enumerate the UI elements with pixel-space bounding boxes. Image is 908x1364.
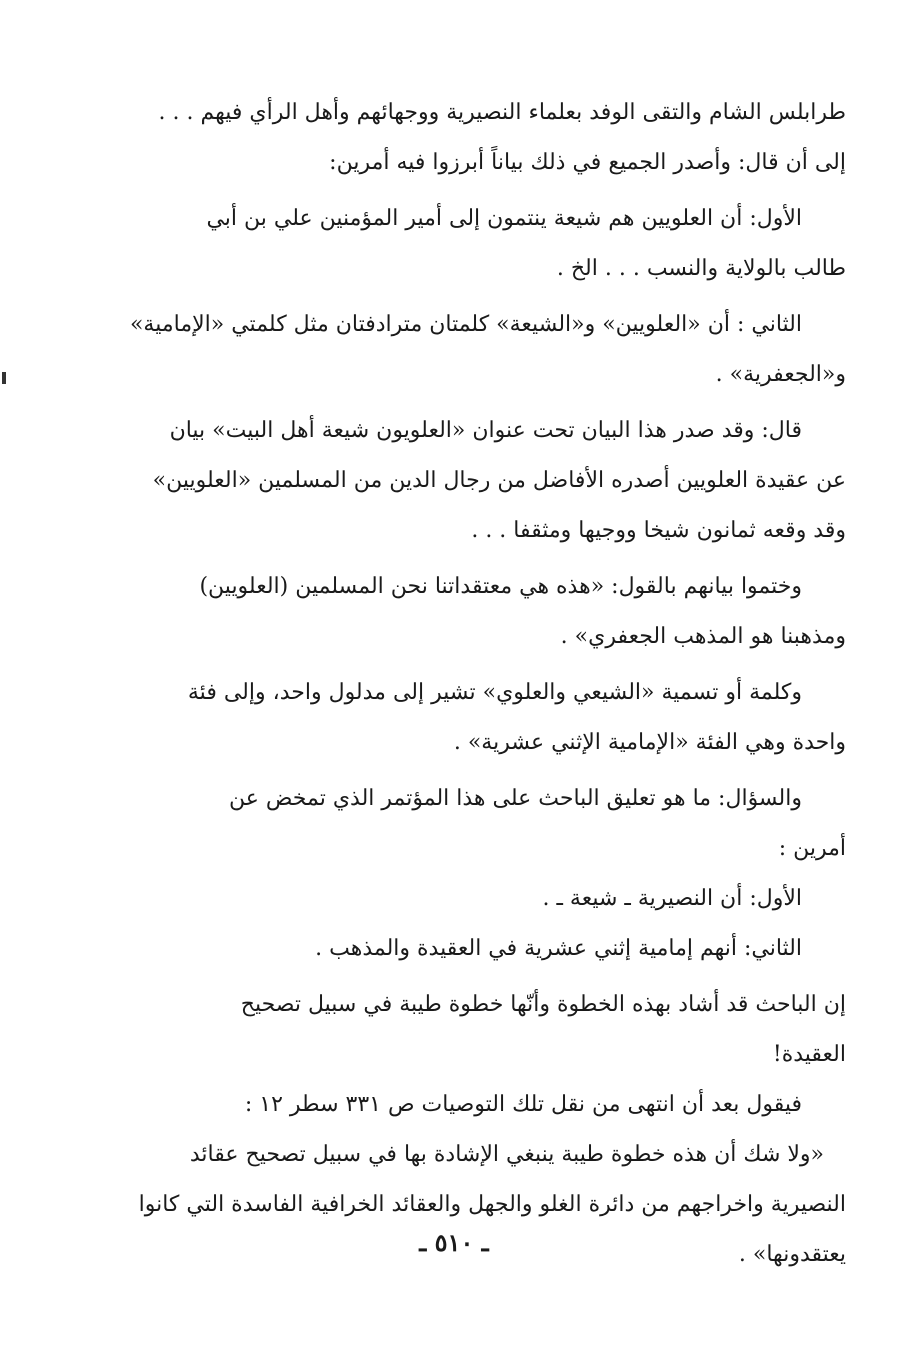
text-line: إن الباحث قد أشاد بهذه الخطوة وأنّها خطوة طيبة في سبيل تصحيح	[240, 992, 846, 1017]
text-line: الثاني: أنهم إمامية إثني عشرية في العقيدة والمذهب .	[315, 936, 802, 961]
text-line: وكلمة أو تسمية «الشيعي والعلوي» تشير إلى مدلول واحد، وإلى فئة	[187, 680, 802, 705]
text-line: عن عقيدة العلويين أصدره الأفاضل من رجال الدين من المسلمين «العلويين»	[152, 468, 846, 493]
text-line: «ولا شك أن هذه خطوة طيبة ينبغي الإشادة بها في سبيل تصحيح عقائد	[189, 1142, 824, 1167]
text-line: طرابلس الشام والتقى الوفد بعلماء النصيرية ووجهائهم وأهل الرأي فيهم . . .	[158, 100, 846, 125]
text-line: واحدة وهي الفئة «الإمامية الإثني عشرية» .	[453, 730, 846, 755]
text-line: و«الجعفرية» .	[715, 362, 846, 387]
text-line: الأول: أن العلويين هم شيعة ينتمون إلى أمير المؤمنين علي بن أبي	[206, 206, 802, 231]
text-line: وقد وقعه ثمانون شيخا ووجيها ومثقفا . . .	[471, 518, 846, 543]
margin-mark	[2, 372, 6, 384]
text-line: وختموا بيانهم بالقول: «هذه هي معتقداتنا نحن المسلمين (العلويين)	[199, 574, 802, 599]
text-line: الأول: أن النصيرية ـ شيعة ـ .	[542, 886, 802, 911]
text-line: النصيرية واخراجهم من دائرة الغلو والجهل والعقائد الخرافية الفاسدة التي كانوا	[138, 1192, 846, 1217]
text-line: ومذهبنا هو المذهب الجعفري» .	[560, 624, 846, 649]
text-line: أمرين :	[778, 836, 846, 861]
text-line: والسؤال: ما هو تعليق الباحث على هذا المؤتمر الذي تمخض عن	[228, 786, 802, 811]
text-line: يعتقدونها» .	[738, 1242, 846, 1267]
text-line: الثاني : أن «العلويين» و«الشيعة» كلمتان مترادفتان مثل كلمتي «الإمامية»	[129, 312, 802, 337]
text-line: إلى أن قال: وأصدر الجميع في ذلك بياناً أبرزوا فيه أمرين:	[329, 150, 846, 175]
body-text	[118, 88, 846, 1280]
text-line: قال: وقد صدر هذا البيان تحت عنوان «العلويون شيعة أهل البيت» بيان	[169, 418, 802, 443]
text-line: طالب بالولاية والنسب . . . الخ .	[556, 256, 846, 281]
text-line: فيقول بعد أن انتهى من نقل تلك التوصيات ص ٣٣١ سطر ١٢ :	[244, 1092, 802, 1117]
page-number: ـ ٥١٠ ـ	[419, 1228, 489, 1257]
text-line: العقيدة!	[772, 1042, 846, 1067]
